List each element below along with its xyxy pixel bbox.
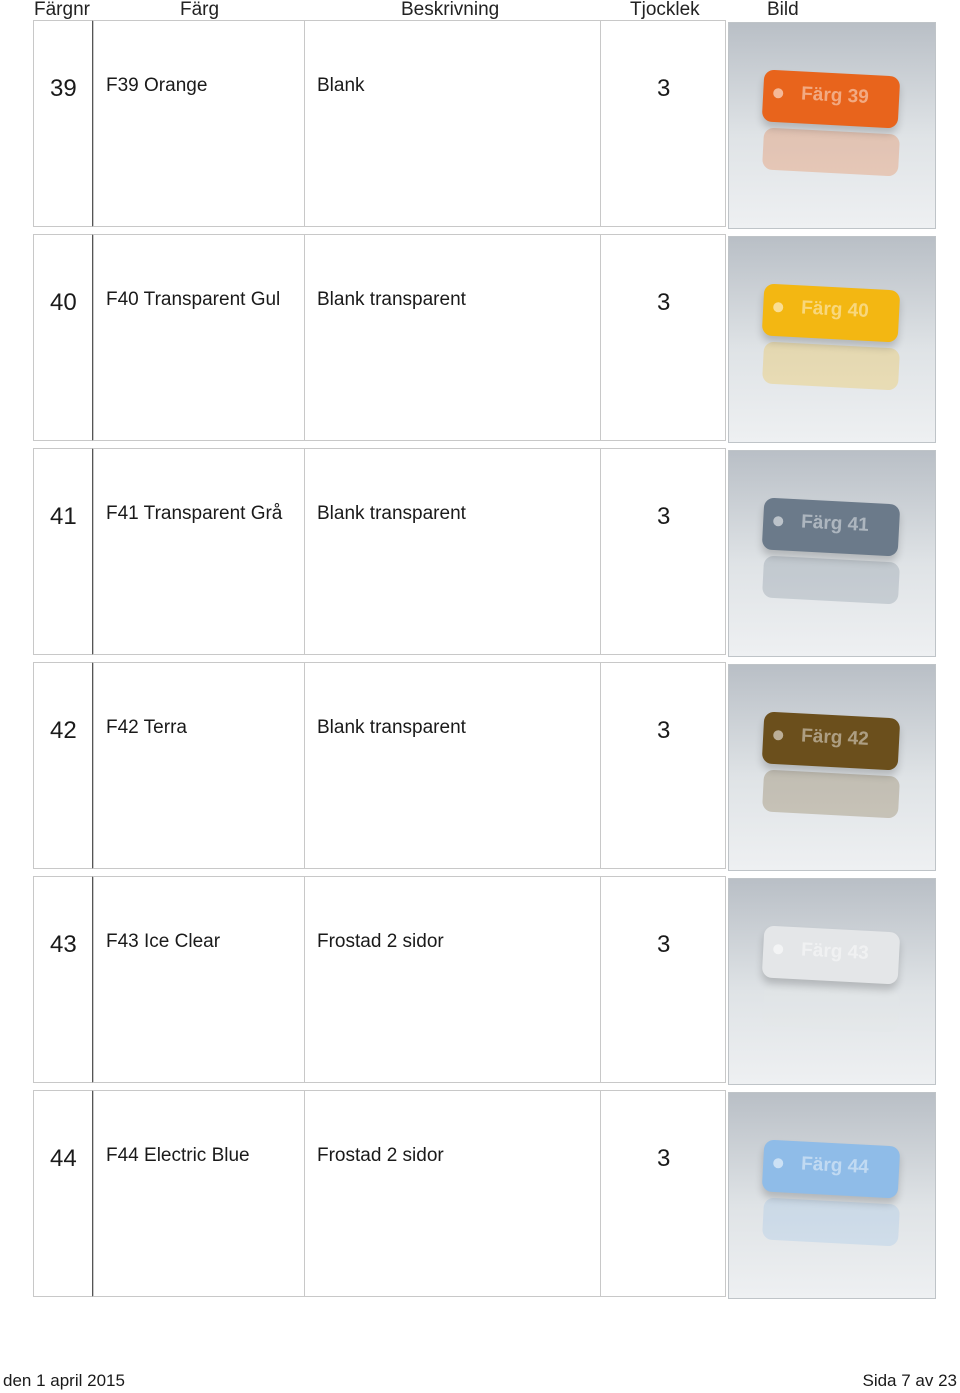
tag-etched-text: Färg 43 <box>800 939 870 964</box>
description: Blank transparent <box>317 717 466 738</box>
cell-description <box>304 876 601 1083</box>
tag-reflection <box>762 769 900 818</box>
tag-reflection <box>762 127 900 176</box>
color-sample-photo <box>728 878 936 1085</box>
cell-color-number <box>33 234 94 441</box>
header-col-thickness: Tjocklek <box>630 0 700 20</box>
color-number: 44 <box>50 1145 77 1172</box>
cell-color-name <box>93 662 305 869</box>
tag-reflection <box>762 983 900 1032</box>
table-row <box>0 1090 960 1304</box>
color-sample-photo <box>728 664 936 871</box>
tag-etched-text: Färg 39 <box>800 83 870 108</box>
color-tag-sample <box>762 69 901 128</box>
table-row <box>0 448 960 662</box>
cell-description <box>304 662 601 869</box>
header-col-color: Färg <box>180 0 220 20</box>
cell-description <box>304 1090 601 1297</box>
header-col-nr: Färgnr <box>34 0 90 20</box>
cell-description <box>304 20 601 227</box>
cell-color-number <box>33 876 94 1083</box>
tag-etched-text: Färg 42 <box>800 725 870 750</box>
table-row <box>0 20 960 234</box>
cell-color-name <box>93 876 305 1083</box>
cell-description <box>304 234 601 441</box>
tag-reflection <box>762 1197 900 1246</box>
color-tag-sample <box>762 1139 901 1198</box>
thickness: 3 <box>657 717 671 744</box>
description: Frostad 2 sidor <box>317 931 444 952</box>
color-tag-sample <box>762 283 901 342</box>
table-row <box>0 876 960 1090</box>
cell-thickness <box>600 448 726 655</box>
color-sample-photo <box>728 450 936 657</box>
color-number: 40 <box>50 289 77 316</box>
color-number: 43 <box>50 931 77 958</box>
thickness: 3 <box>657 289 671 316</box>
color-tag-sample <box>762 497 901 556</box>
color-name: F44 Electric Blue <box>106 1145 250 1166</box>
table-row <box>0 234 960 448</box>
color-name: F39 Orange <box>106 75 208 96</box>
cell-color-number <box>33 20 94 227</box>
cell-thickness <box>600 1090 726 1297</box>
cell-color-number <box>33 662 94 869</box>
thickness: 3 <box>657 931 671 958</box>
tag-hole-icon <box>773 944 784 955</box>
color-sample-photo <box>728 22 936 229</box>
color-name: F43 Ice Clear <box>106 931 221 952</box>
footer-date: den 1 april 2015 <box>3 1371 125 1390</box>
tag-hole-icon <box>773 1158 784 1169</box>
cell-thickness <box>600 662 726 869</box>
tag-reflection <box>762 555 900 604</box>
color-name: F40 Transparent Gul <box>106 289 281 310</box>
cell-color-name <box>93 448 305 655</box>
cell-color-name <box>93 1090 305 1297</box>
thickness: 3 <box>657 503 671 530</box>
description: Frostad 2 sidor <box>317 1145 444 1166</box>
tag-hole-icon <box>773 730 784 741</box>
tag-etched-text: Färg 41 <box>800 511 870 536</box>
tag-hole-icon <box>773 88 784 99</box>
table-row <box>0 662 960 876</box>
thickness: 3 <box>657 1145 671 1172</box>
color-tag-sample <box>762 711 901 770</box>
description: Blank transparent <box>317 289 466 310</box>
cell-color-name <box>93 20 305 227</box>
cell-thickness <box>600 234 726 441</box>
cell-thickness <box>600 876 726 1083</box>
tag-reflection <box>762 341 900 390</box>
color-sample-photo <box>728 236 936 443</box>
tag-etched-text: Färg 40 <box>800 297 870 322</box>
color-number: 41 <box>50 503 77 530</box>
tag-etched-text: Färg 44 <box>800 1153 870 1178</box>
header-col-desc: Beskrivning <box>401 0 500 20</box>
tag-hole-icon <box>773 302 784 313</box>
tag-hole-icon <box>773 516 784 527</box>
color-tag-sample <box>762 925 901 984</box>
color-number: 39 <box>50 75 77 102</box>
description: Blank transparent <box>317 503 466 524</box>
footer-page-number: Sida 7 av 23 <box>862 1371 957 1390</box>
description: Blank <box>317 75 365 96</box>
color-sample-photo <box>728 1092 936 1299</box>
thickness: 3 <box>657 75 671 102</box>
cell-description <box>304 448 601 655</box>
cell-thickness <box>600 20 726 227</box>
cell-color-number <box>33 448 94 655</box>
header-col-image: Bild <box>767 0 799 20</box>
color-name: F42 Terra <box>106 717 187 738</box>
cell-color-number <box>33 1090 94 1297</box>
color-number: 42 <box>50 717 77 744</box>
cell-color-name <box>93 234 305 441</box>
color-name: F41 Transparent Grå <box>106 503 283 524</box>
